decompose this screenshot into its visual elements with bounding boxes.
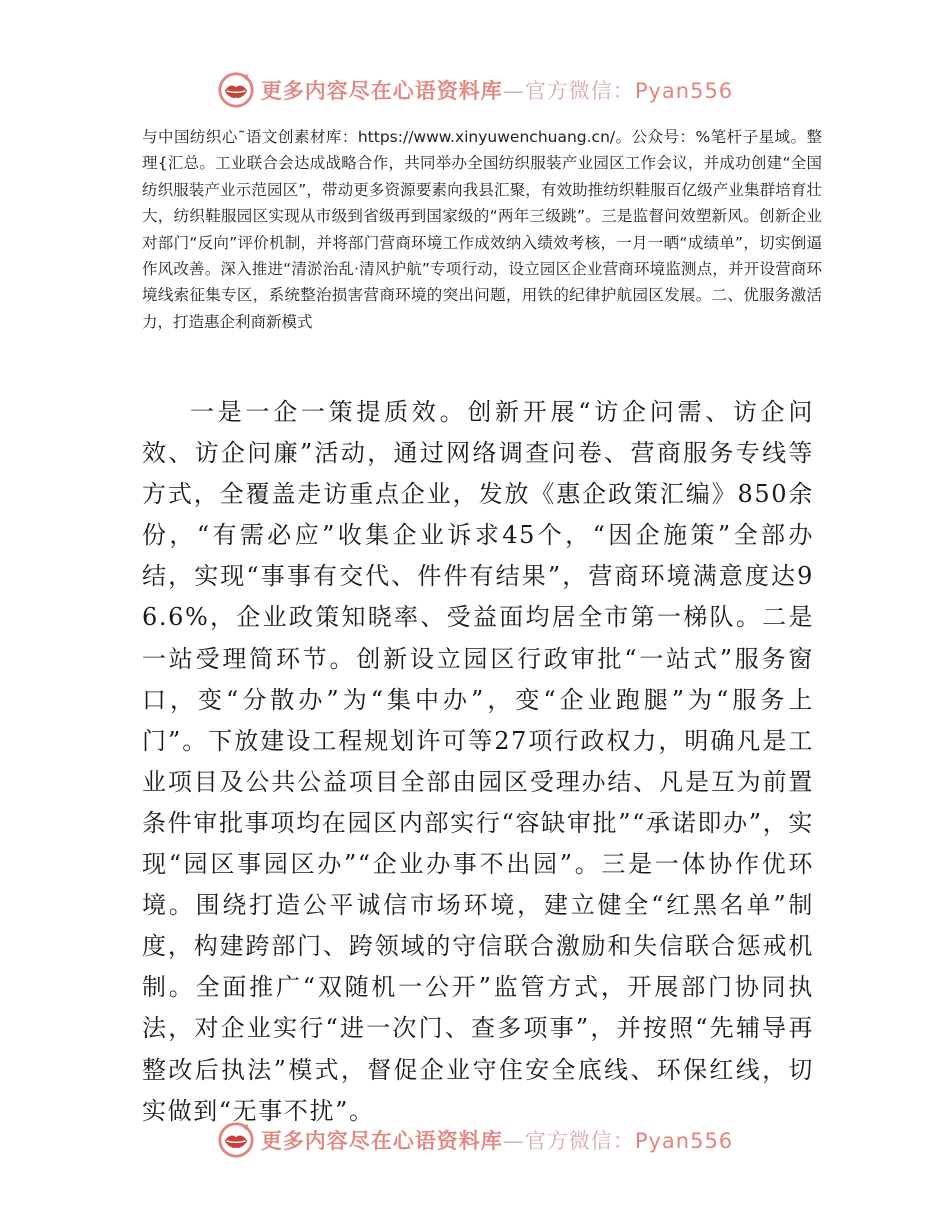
banner-separator: — [502, 1129, 525, 1153]
footer-banner [0, 1118, 950, 1162]
banner-title [261, 75, 733, 105]
banner-wechat-id: Pyan556 [634, 1129, 734, 1153]
header-banner [0, 68, 950, 112]
banner-wechat-label: 官方微信： [524, 79, 635, 103]
banner-title [261, 1125, 733, 1155]
banner-main-text: 更多内容尽在心语资料库 [260, 79, 503, 103]
intro-paragraph: 与中国纺织心˜语文创素材库：https://www.xinyuwenchuang.cn/。公众号：%笔杆子星域。整理{汇总。工业联合会达成战略合作，共同举办全国纺织服装产业园区工作会议，并成功创建“全国纺织服装产业示范园区”，带动更多资源要素向我县汇聚，有效助推纺织鞋服百亿级产业集群培育壮大，纺织鞋服园区实现从市级到省级再到国家级的“两年三级跳”。三是监督问效塑新风。创新企业对部门“反向”评价机制，并将部门营商环境工作成效纳入绩效考核，一月一晒“成绩单”，切实倒逼作风改善。深入推进“清淤治乱·清风护航”专项行动，设立园区企业营商环境监测点，并开设营商环境线索征集专区，系统整治损害营商环境的突出问题，用铁的纪律护航园区发展。二、优服务激活力，打造惠企利商新模式 [142, 128, 822, 331]
banner-separator: — [502, 79, 525, 103]
lips-logo-icon [217, 71, 255, 109]
banner-wechat-id: Pyan556 [634, 79, 734, 103]
lips-logo-icon [217, 1121, 255, 1159]
banner-main-text: 更多内容尽在心语资料库 [260, 1129, 503, 1153]
banner-wechat-label: 官方微信： [524, 1129, 635, 1153]
main-paragraph: 一是一企一策提质效。创新开展“访企问需、访企问效、访企问廉”活动，通过网络调查问卷、营商服务专线等方式，全覆盖走访重点企业，发放《惠企政策汇编》850余份，“有需必应”收集企业诉求45个，“因企施策”全部办结，实现“事事有交代、件件有结果”，营商环境满意度达96.6%，企业政策知晓率、受益面均居全市第一梯队。二是一站受理简环节。创新设立园区行政审批“一站式”服务窗口，变“分散办”为“集中办”，变“企业跑腿”为“服务上门”。下放建设工程规划许可等27项行政权力，明确凡是工业项目及公共公益项目全部由园区受理办结、凡是互为前置条件审批事项均在园区内部实行“容缺审批”“承诺即办”，实现“园区事园区办”“企业办事不出园”。三是一体协作优环境。围绕打造公平诚信市场环境，建立健全“红黑名单”制度，构建跨部门、跨领域的守信联合激励和失信联合惩戒机制。全面推广“双随机一公开”监管方式，开展部门协同执法，对企业实行“进一次门、查多项事”，并按照“先辅导再整改后执法”模式，督促企业守住安全底线、环保红线，切实做到“无事不扰”。 [142, 398, 814, 1125]
